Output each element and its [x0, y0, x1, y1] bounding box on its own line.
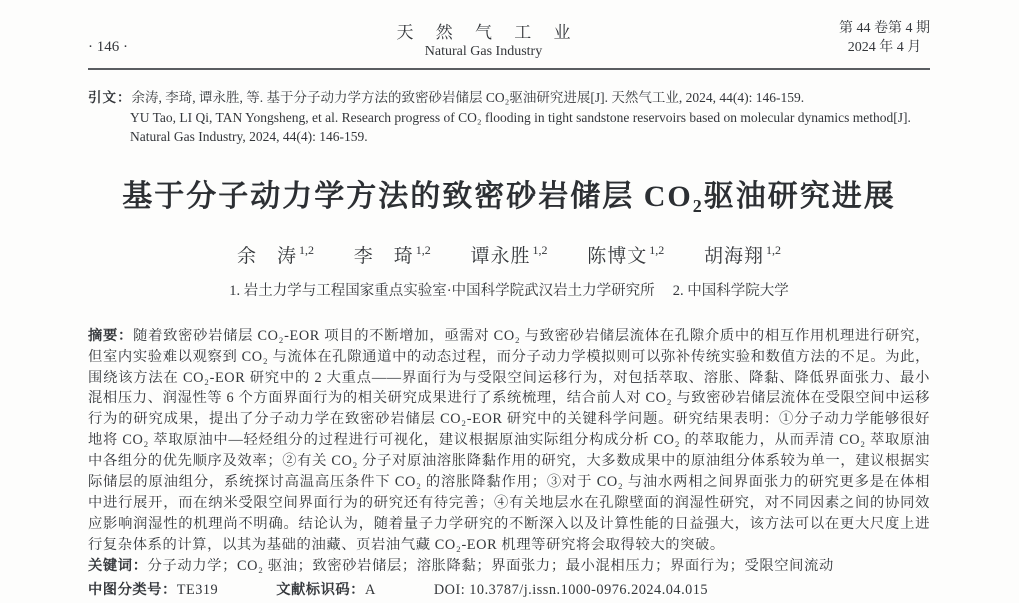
journal-title-cn: 天 然 气 工 业: [396, 23, 580, 42]
affiliation: 1. 岩土力学与工程国家重点实验室·中国科学院武汉岩土力学研究所 2. 中国科学院大学: [229, 282, 789, 299]
citation-block: [88, 88, 930, 147]
authors-row: [88, 241, 930, 268]
keywords-text: 分子动力学；CO₂ 驱油；致密砂岩储层；溶胀降黏；界面张力；最小混相压力；界面行为；受限空间流动: [147, 557, 834, 574]
abstract-block: [88, 326, 930, 556]
clc-label: 中图分类号：: [88, 581, 177, 598]
author-superscript: 1,2: [532, 243, 548, 258]
volume-issue: 第 44 卷第 4 期: [839, 21, 930, 37]
doi: DOI: 10.3787/j.issn.1000-0976.2024.04.015: [433, 581, 709, 598]
citation-english: YU Tao, LI Qi, TAN Yongsheng, et al. Research progress of CO₂ flooding in tight sandstone reservoirs based on molecular dynamics method[J]. Natural Gas Industry, 2024, 44(4): 146-159.: [130, 109, 911, 145]
journal-title: [388, 18, 580, 60]
author: 余 涛 $^{1,2}$: [236, 243, 314, 267]
citation-label: 引文：: [88, 90, 132, 105]
citation-chinese: 余涛, 李琦, 谭永胜, 等. 基于分子动力学方法的致密砂岩储层 CO₂驱油研究进展[J]. 天然气工业, 2024, 44(4): 146-159.: [131, 90, 805, 105]
author: 谭永胜 $^{1,2}$: [470, 243, 548, 267]
author: 李 琦 $^{1,2}$: [353, 243, 431, 267]
doc-code-label: 文献标识码：: [276, 581, 365, 598]
classification-row: [88, 579, 930, 599]
author-superscript: 1,2: [415, 243, 431, 258]
author: 胡海翔 $^{1,2}$: [704, 243, 782, 267]
doc-code: 文献标识码：A: [276, 581, 376, 598]
abstract-text: 随着致密砂岩储层 CO₂-EOR 项目的不断增加，亟需对 CO₂ 与致密砂岩储层流体在孔隙介质中的相互作用机理进行研究，但室内实验难以观察到 CO₂ 与流体在孔隙通道中的动态过程，而分子动力学模拟则可以弥补传统实验和数值方法的不足。为此，围绕该方法在 CO₂-EOR 研究中的 2 大重点——界面行为与受限空间运移行为，对包括萃取、溶胀、降黏、降低界面张力、最小混相压力、润湿性等 6 个方面界面行为的相关研究成果进行了系统梳理，结合前人对 CO₂ 与致密砂岩储层流体在受限空间中运移行为的研究成果，提出了分子动力学在致密砂岩储层 CO₂-EOR 研究中的关键科学问题。研究结果表明：①分子动力学能够很好地将 CO₂ 萃取原油中—轻烃组分的过程进行可视化，建议根据原油实际组分构成分析 CO₂ 的萃取能力，从而弄清 CO₂ 萃取原油中各组分的优先顺序及效率；②有关 CO₂ 分子对原油溶胀降黏作用的研究，大多数成果中的原油组分体系较为单一，建议根据实际储层的原油组分，系统探讨高温高压条件下 CO₂ 的溶胀降黏作用；③对于 CO₂ 与油水两相之间界面张力的研究更多是在体相中进行展开，而在纳米受限空间界面行为的研究还有待完善；④有关地层水在孔隙壁面的润湿性研究，对不同因素之间的协同效应影响润湿性的机理尚不明确。结论认为，随着量子力学研究的不断深入以及计算性能的日益强大，该方法可以在更大尺度上进行复杂体系的计算，以其为基础的油藏、页岩油气藏 CO₂-EOR 机理等研究将会取得较大的突破。: [88, 327, 930, 553]
clc-number: 中图分类号：TE319: [88, 581, 219, 598]
abstract-label: 摘要：: [88, 327, 134, 344]
keywords-block: [88, 556, 930, 577]
issue-date: 2024 年 4 月: [847, 40, 922, 56]
author-superscript: 1,2: [766, 243, 782, 258]
header-rule: [88, 68, 930, 70]
issue-info: [839, 20, 930, 60]
keywords-label: 关键词：: [88, 557, 148, 574]
journal-title-en: Natural Gas Industry: [424, 44, 543, 59]
author: 陈博文 $^{1,2}$: [587, 243, 665, 267]
author-superscript: 1,2: [298, 243, 314, 258]
running-head: [88, 8, 930, 60]
author-superscript: 1,2: [649, 243, 665, 258]
article-title: 基于分子动力学方法的致密砂岩储层 CO₂驱油研究进展: [122, 179, 896, 213]
page-number: · 146 ·: [88, 39, 128, 55]
